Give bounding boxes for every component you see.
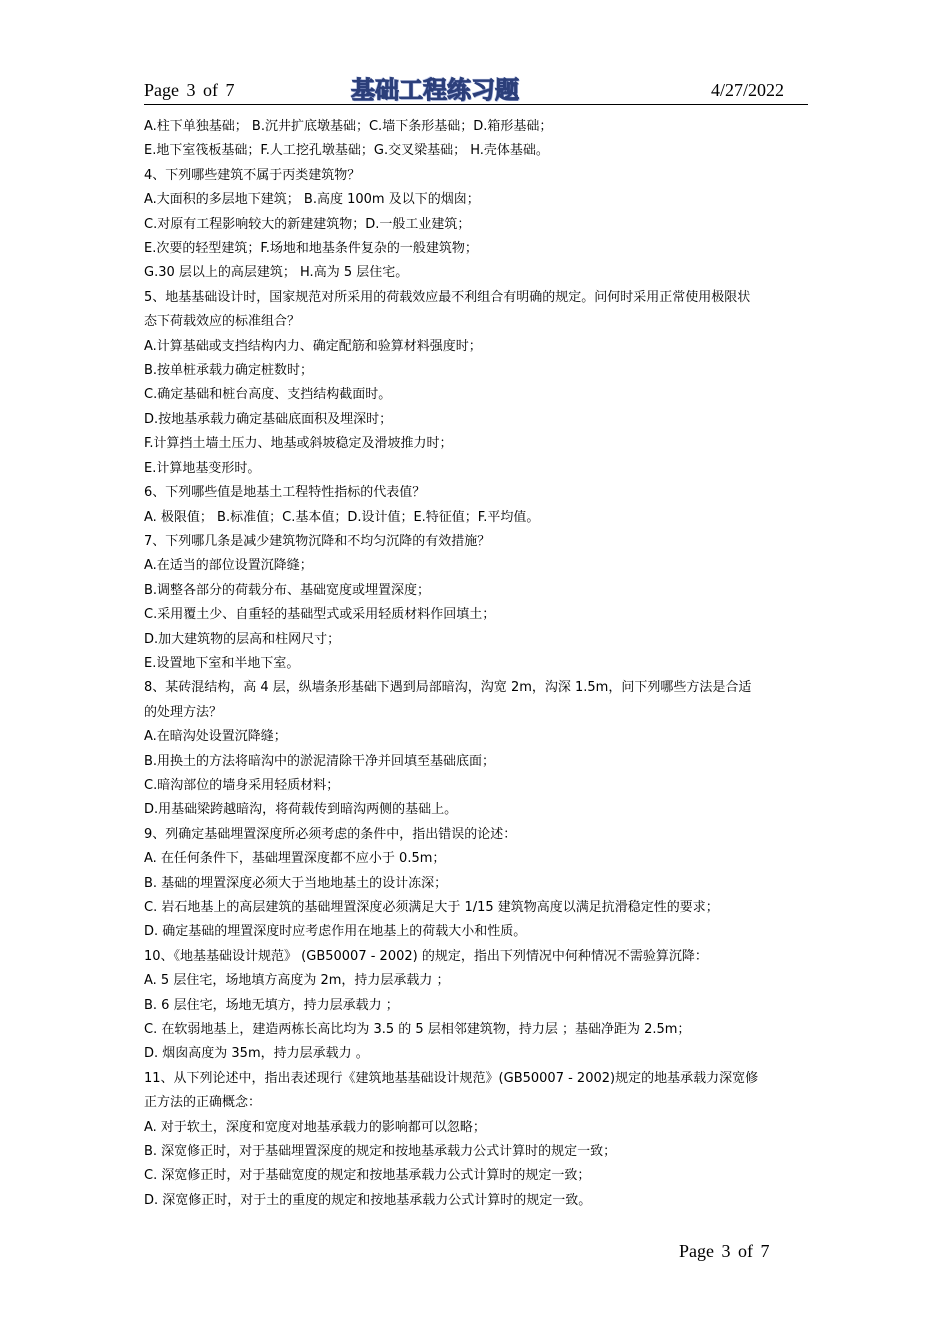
text-line: E.次要的轻型建筑；F.场地和地基条件复杂的一般建筑物； [144,241,478,257]
text-line: 态下荷载效应的标准组合？ [144,314,301,330]
text-line: F.计算挡土墙土压力、地基或斜坡稳定及滑坡推力时； [144,436,453,452]
text-line: A.在暗沟处设置沉降缝； [144,729,287,745]
text-line: G.30 层以上的高层建筑； H.高为 5 层住宅。 [144,265,409,281]
text-line: E.地下室筏板基础；F.人工挖孔墩基础；G.交叉梁基础； H.壳体基础。 [144,143,549,159]
text-line: B. 6 层住宅，场地无填方，持力层承载力 ； [144,997,399,1013]
text-line: A. 对于软土，深度和宽度对地基承载力的影响都可以忽略； [144,1119,486,1135]
question-10-title: 10、《地基基础设计规范》 (GB50007 - 2002) 的规定，指出下列情况中何种情况不需验算沉降： [144,948,708,964]
text-line: C.确定基础和桩台高度、支挡结构截面时。 [144,387,392,403]
text-line: A.在适当的部位设置沉降缝； [144,558,313,574]
question-5-title: 5、地基基础设计时，国家规范对所采用的荷载效应最不利组合有明确的规定。问何时采用正常使用极限状 [144,289,751,305]
text-line: A.计算基础或支挡结构内力、确定配筋和验算材料强度时； [144,338,482,354]
text-line: C.采用覆土少、自重轻的基础型式或采用轻质材料作回填土； [144,607,496,623]
question-6-title: 6、下列哪些值是地基土工程特性指标的代表值？ [144,485,426,501]
text-line: A. 在任何条件下，基础埋置深度都不应小于 0.5m； [144,851,446,867]
text-line: C.对原有工程影响较大的新建建筑物；D.一般工业建筑； [144,216,471,232]
text-line: B.用换土的方法将暗沟中的淤泥清除干净并回填至基础底面； [144,753,496,769]
text-line: D. 烟囱高度为 35m，持力层承载力 。 [144,1046,369,1062]
question-7-title: 7、下列哪几条是减少建筑物沉降和不均匀沉降的有效措施？ [144,533,491,549]
question-11-title: 11、从下列论述中，指出表述现行《建筑地基基础设计规范》(GB50007 - 2002)规定的地基承载力深宽修 [144,1070,759,1086]
text-line: E.计算地基变形时。 [144,460,261,476]
header-date: 4/27/2022 [710,80,784,100]
text-line: 的处理方法？ [144,704,223,720]
question-8-title: 8、某砖混结构，高 4 层，纵墙条形基础下遇到局部暗沟，沟宽 2m，沟深 1.5m，问下列哪些方法是合适 [144,680,752,696]
document-body [144,115,808,1213]
text-line: B.调整各部分的荷载分布、基础宽度或埋置深度； [144,582,431,598]
text-line: C.暗沟部位的墙身采用轻质材料； [144,777,340,793]
text-line: B. 深宽修正时，对于基础埋置深度的规定和按地基承载力公式计算时的规定一致； [144,1144,617,1160]
footer-page-number: Page 3 of 7 [679,1241,770,1261]
document-title: 基础工程练习题 [351,76,519,104]
text-line: C. 深宽修正时，对于基础宽度的规定和按地基承载力公式计算时的规定一致； [144,1168,591,1184]
text-line: D. 深宽修正时，对于土的重度的规定和按地基承载力公式计算时的规定一致。 [144,1192,592,1208]
question-4-title: 4、下列哪些建筑不属于丙类建筑物？ [144,167,361,183]
text-line: A. 极限值； B.标准值；C.基本值；D.设计值；E.特征值；F.平均值。 [144,509,540,525]
text-line: C. 在软弱地基上，建造两栋长高比均为 3.5 的 5 层相邻建筑物，持力层 ；基础净距为 2.5m； [144,1022,691,1038]
text-line: C. 岩石地基上的高层建筑的基础埋置深度必须满足大于 1/15 建筑物高度以满足抗滑稳定性的要求； [144,900,719,915]
text-line: D.用基础梁跨越暗沟，将荷载传到暗沟两侧的基础上。 [144,802,458,818]
text-line: D.加大建筑物的层高和柱网尺寸； [144,631,341,647]
page-header [144,70,808,105]
text-line: E.设置地下室和半地下室。 [144,655,300,671]
question-9-title: 9、列确定基础埋置深度所必须考虑的条件中，指出错误的论述： [144,826,517,842]
text-line: D. 确定基础的埋置深度时应考虑作用在地基上的荷载大小和性质。 [144,924,527,940]
text-line: B. 基础的埋置深度必须大于当地地基土的设计冻深； [144,875,448,891]
text-line: A. 5 层住宅，场地填方高度为 2m，持力层承载力 ； [144,973,450,989]
text-line: A.大面积的多层地下建筑； B.高度 100m 及以下的烟囱； [144,192,480,208]
text-line: 正方法的正确概念： [144,1095,262,1111]
text-line: B.按单桩承载力确定桩数时； [144,363,314,379]
text-line: D.按地基承载力确定基础底面积及埋深时； [144,411,393,427]
header-page-number: Page 3 of 7 [144,80,235,100]
text-line: A.柱下单独基础； B.沉井扩底墩基础；C.墙下条形基础；D.箱形基础； [144,119,553,134]
